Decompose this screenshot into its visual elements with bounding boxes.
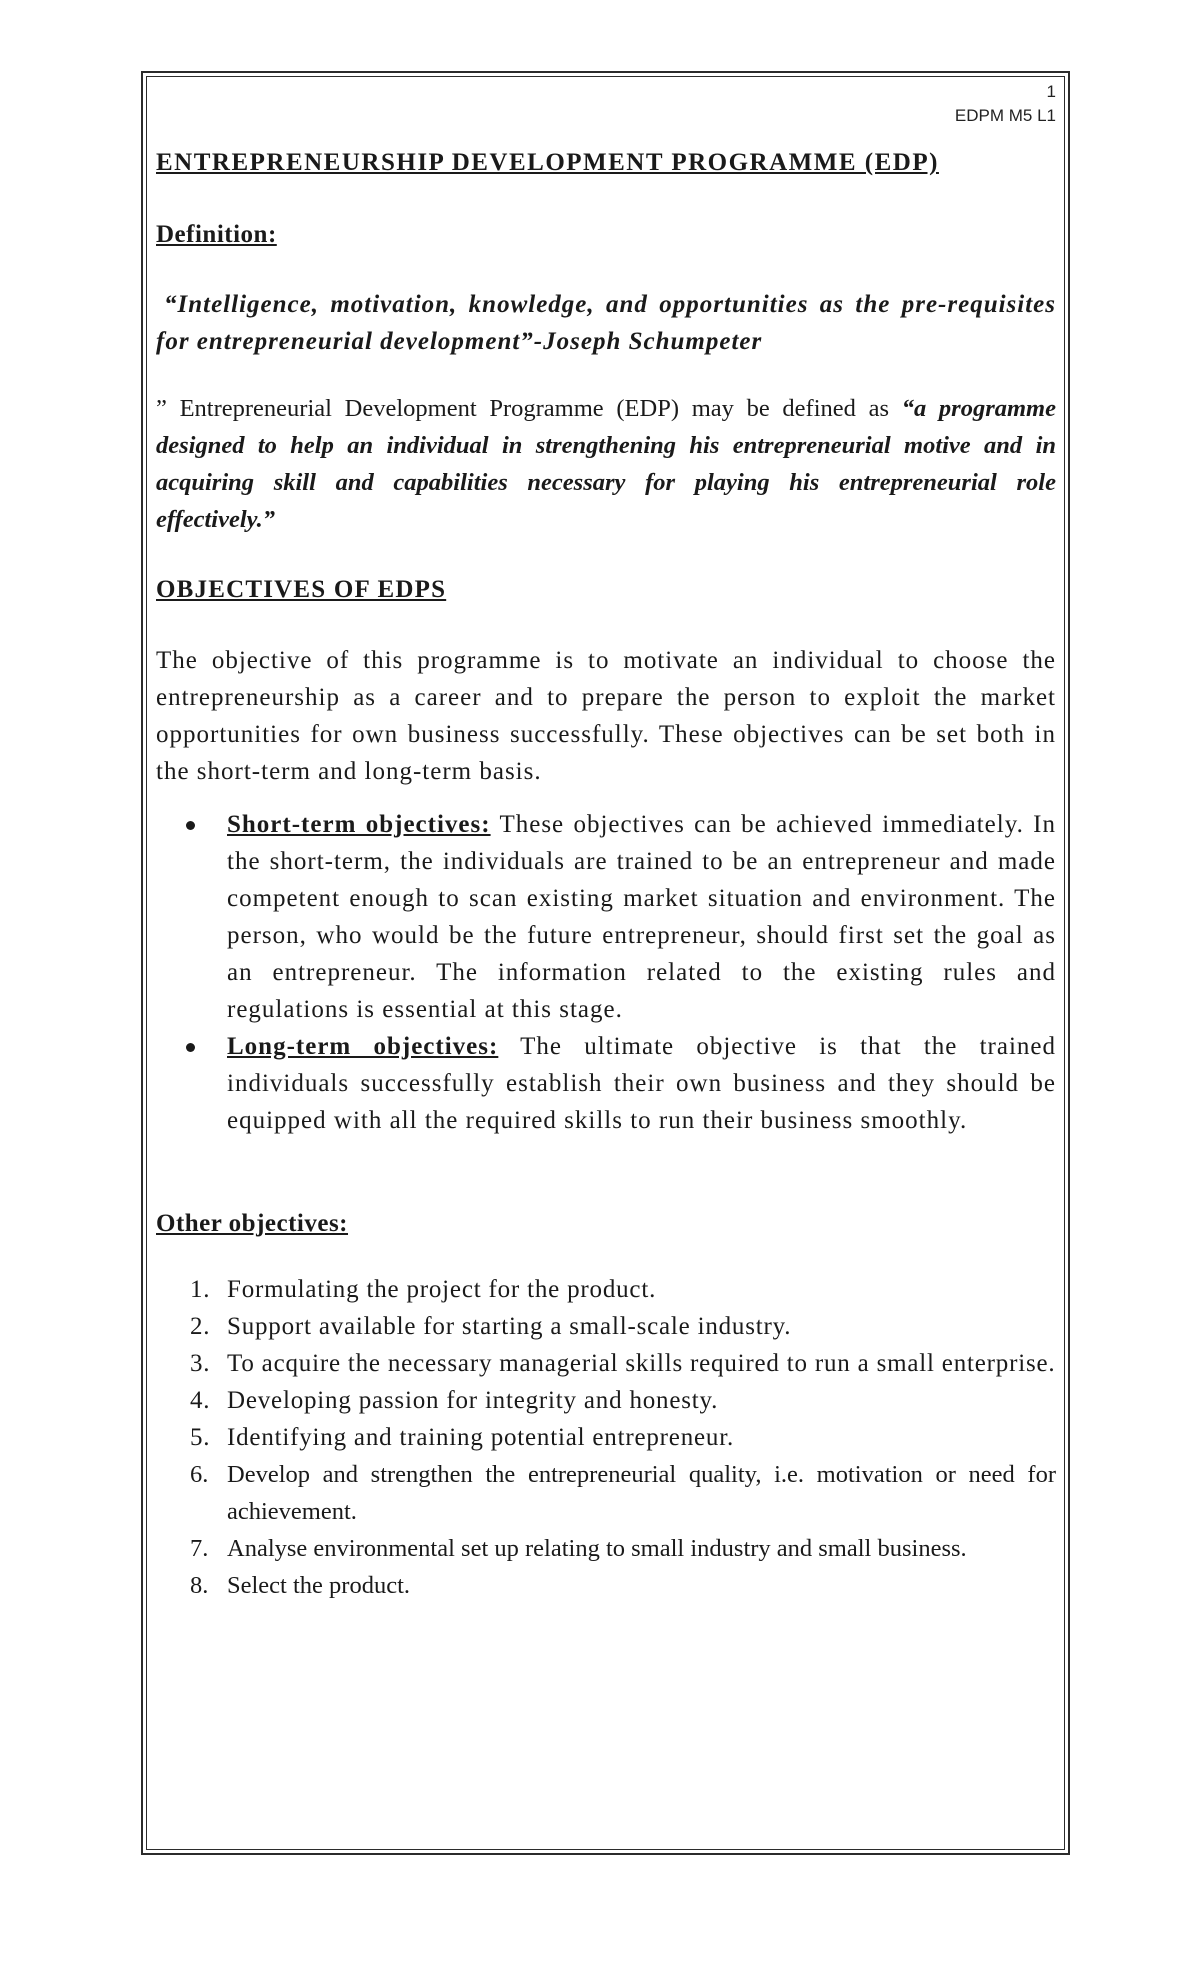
list-item bbox=[156, 1345, 1056, 1382]
document-body bbox=[156, 80, 1056, 1604]
list-item bbox=[156, 1567, 1056, 1604]
item-number: 8. bbox=[190, 1572, 209, 1599]
item-text: Identifying and training potential entrepreneur. bbox=[227, 1424, 734, 1451]
list-item bbox=[156, 806, 1056, 1028]
item-text: Develop and strengthen the entrepreneurial quality, i.e. motivation or need for achievement. bbox=[227, 1461, 1056, 1525]
bullet-text: The ultimate objective is that the trained individuals successfully establish their own business and they should be equipped with all the required skills to run their business smoothly. bbox=[227, 1033, 1057, 1134]
document-title: ENTREPRENEURSHIP DEVELOPMENT PROGRAMME (EDP) bbox=[156, 149, 939, 176]
list-item bbox=[156, 1308, 1056, 1345]
item-text: Formulating the project for the product. bbox=[227, 1276, 657, 1303]
bullet-lead: Long-term objectives: bbox=[227, 1033, 499, 1060]
list-item bbox=[156, 1382, 1056, 1419]
item-number: 7. bbox=[190, 1535, 209, 1562]
list-item bbox=[156, 1271, 1056, 1308]
bullet-icon bbox=[186, 821, 195, 830]
item-number: 6. bbox=[190, 1461, 209, 1488]
edp-definition-intro: ” Entrepreneurial Development Programme (EDP) may be defined as bbox=[156, 395, 902, 422]
objectives-bullet-list bbox=[156, 806, 1056, 1139]
item-text: To acquire the necessary managerial skills required to run a small enterprise. bbox=[227, 1350, 1056, 1377]
item-text: Developing passion for integrity and honesty. bbox=[227, 1387, 719, 1414]
item-text: Support available for starting a small-scale industry. bbox=[227, 1313, 792, 1340]
bullet-text: These objectives can be achieved immediately. In the short-term, the individuals are trained to be an entrepreneur and made competent enough to scan existing market situation and environment. The person, who would be the future entrepreneur, should first set the goal as an entrepreneur. The information related to the existing rules and regulations is essential at this stage. bbox=[227, 811, 1056, 1023]
definition-heading: Definition: bbox=[156, 221, 277, 248]
item-number: 4. bbox=[190, 1387, 211, 1414]
edp-definition bbox=[156, 390, 1056, 538]
objectives-intro: The objective of this programme is to motivate an individual to choose the entrepreneurship as a career and to prepare the person to exploit the market opportunities for own business successfully. These objectives can be set both in the short-term and long-term basis. bbox=[156, 647, 1056, 785]
bullet-icon bbox=[186, 1043, 195, 1052]
list-item bbox=[156, 1028, 1056, 1139]
other-objectives-list bbox=[156, 1271, 1056, 1604]
schumpeter-quote: “Intelligence, motivation, knowledge, and opportunities as the pre-requisites for entrepreneurial development”-Joseph Schumpeter bbox=[156, 291, 1056, 355]
item-number: 3. bbox=[190, 1350, 211, 1377]
item-number: 1. bbox=[190, 1276, 211, 1303]
document-code: EDPM M5 L1 bbox=[954, 106, 1056, 125]
list-item bbox=[156, 1530, 1056, 1567]
list-item bbox=[156, 1419, 1056, 1456]
item-number: 5. bbox=[190, 1424, 211, 1451]
item-text: Select the product. bbox=[227, 1572, 411, 1599]
edp-definition-emphasis: “a programme designed to help an individual in strengthening his entrepreneurial motive and in acquiring skill and capabilities necessary for playing his entrepreneurial role effectively.” bbox=[156, 395, 1056, 533]
item-number: 2. bbox=[190, 1313, 211, 1340]
bullet-lead: Short-term objectives: bbox=[227, 811, 491, 838]
item-text: Analyse environmental set up relating to small industry and small business. bbox=[227, 1535, 967, 1562]
other-objectives-heading: Other objectives: bbox=[156, 1210, 349, 1237]
list-item bbox=[156, 1456, 1056, 1530]
page-number: 1 bbox=[1046, 82, 1056, 101]
objectives-heading: OBJECTIVES OF EDPS bbox=[156, 576, 447, 603]
